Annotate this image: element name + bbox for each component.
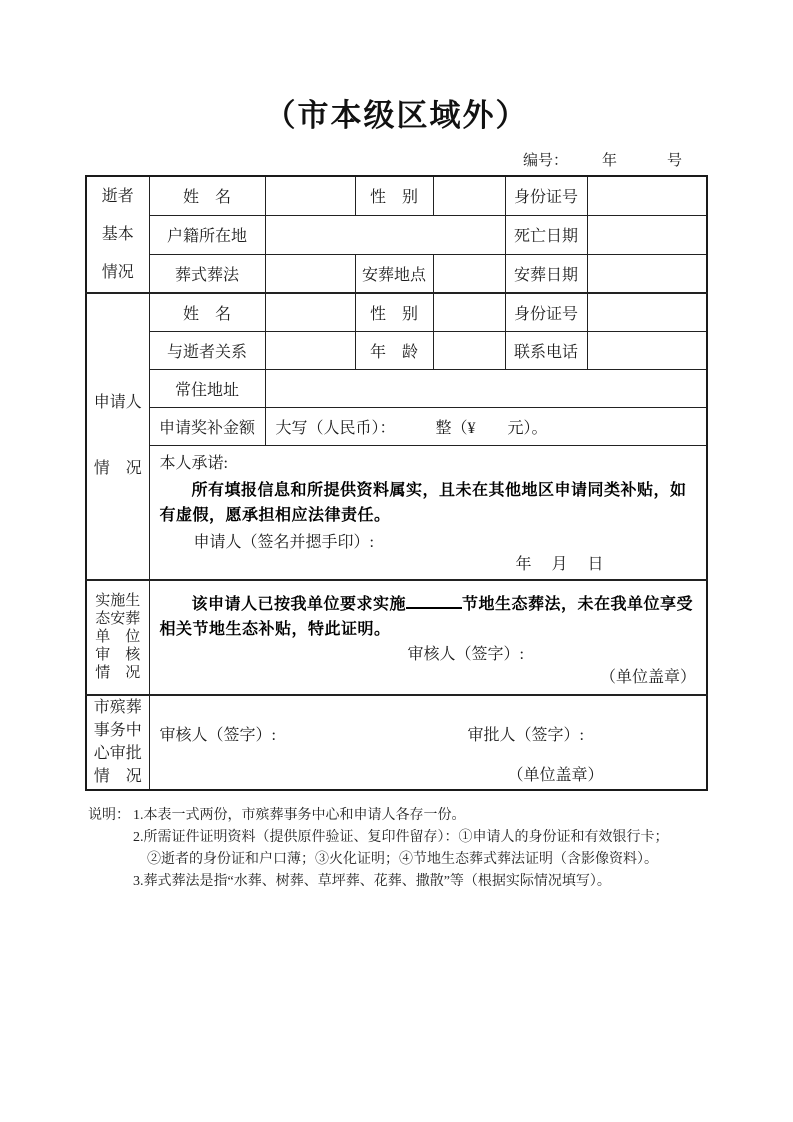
applicant-gender-label: 性 别 [355, 293, 433, 331]
applicant-commitment-cell [149, 445, 707, 580]
applicant-age-input[interactable] [433, 331, 505, 369]
applicant-amount-label: 申请奖补金额 [149, 407, 265, 445]
commitment-date-line[interactable]: 年 月 日 [515, 555, 606, 573]
application-form-table [85, 175, 708, 791]
section-label-deceased: 逝者 基本 情况 [86, 176, 149, 293]
center-seal-label: （单位盖章） [507, 766, 604, 784]
deceased-id-label: 身份证号 [505, 176, 587, 215]
applicant-address-label: 常住地址 [149, 369, 265, 407]
commitment-body: 所有填报信息和所提供资料属实，且未在其他地区申请同类补贴，如有虚假，愿承担相应法律责任。 [159, 481, 687, 524]
unit-review-statement: 该申请人已按我单位要求实施 节地生态葬法，未在我单位享受相关节地生态补贴，特此证明。 [159, 596, 694, 638]
form-notes [88, 805, 728, 893]
applicant-name-input[interactable] [265, 293, 355, 331]
section-label-applicant: 申请人 情 况 [86, 293, 149, 580]
applicant-relation-input[interactable] [265, 331, 355, 369]
note-item-3: 3.葬式葬法是指“水葬、树葬、草坪葬、花葬、撒散”等（根据实际情况填写）。 [133, 873, 611, 889]
number-suffix-label: 号 [666, 153, 682, 169]
section-label-unit-review: 实施生 态安葬 单 位 审 核 情 况 [86, 580, 149, 695]
applicant-id-label: 身份证号 [505, 293, 587, 331]
unit-reviewer-signature-label[interactable]: 审核人（签字）: [407, 646, 524, 663]
applicant-relation-label: 与逝者关系 [149, 331, 265, 369]
burial-method-blank-field[interactable] [406, 595, 462, 609]
number-label: 编号： [522, 153, 568, 169]
deceased-residence-label: 户籍所在地 [149, 215, 265, 254]
applicant-signature-label[interactable]: 申请人（签名并摁手印）: [193, 533, 374, 551]
unit-seal-label: （单位盖章） [599, 669, 696, 686]
deceased-burial-place-input[interactable] [433, 254, 505, 293]
deceased-residence-input[interactable] [265, 215, 505, 254]
page-title: （市本级区域外） [264, 98, 529, 133]
deceased-id-input[interactable] [587, 176, 707, 215]
note-item-1: 1.本表一式两份，市殡葬事务中心和申请人各存一份。 [133, 807, 466, 823]
notes-prefix: 说明： [88, 807, 130, 823]
form-number-line [86, 149, 706, 170]
commitment-intro: 本人承诺: [159, 454, 228, 472]
deceased-burial-date-input[interactable] [587, 254, 707, 293]
note-item-2-continued: ②逝者的身份证和户口薄；③火化证明；④节地生态葬式葬法证明（含影像资料）。 [147, 851, 658, 867]
deceased-name-input[interactable] [265, 176, 355, 215]
center-review-cell [149, 695, 707, 790]
deceased-death-date-input[interactable] [587, 215, 707, 254]
deceased-gender-label: 性 别 [355, 176, 433, 215]
applicant-id-input[interactable] [587, 293, 707, 331]
applicant-phone-label: 联系电话 [505, 331, 587, 369]
deceased-name-label: 姓 名 [149, 176, 265, 215]
applicant-gender-input[interactable] [433, 293, 505, 331]
center-reviewer-signature-label[interactable]: 审核人（签字）: [159, 726, 276, 744]
applicant-amount-input[interactable]: 大写（人民币）： 整（¥ 元）。 [265, 407, 707, 445]
deceased-death-date-label: 死亡日期 [505, 215, 587, 254]
applicant-age-label: 年 龄 [355, 331, 433, 369]
deceased-burial-date-label: 安葬日期 [505, 254, 587, 293]
unit-review-cell [149, 580, 707, 695]
section-label-center-review: 市殡葬 事务中 心审批 情 况 [86, 695, 149, 790]
note-item-2: 2.所需证件证明资料（提供原件验证、复印件留存）：①申请人的身份证和有效银行卡； [133, 829, 669, 845]
deceased-gender-input[interactable] [433, 176, 505, 215]
deceased-burial-method-input[interactable] [265, 254, 355, 293]
deceased-burial-place-label: 安葬地点 [355, 254, 433, 293]
applicant-address-input[interactable] [265, 369, 707, 407]
deceased-burial-method-label: 葬式葬法 [149, 254, 265, 293]
number-year-label: 年 [601, 153, 617, 169]
applicant-phone-input[interactable] [587, 331, 707, 369]
applicant-name-label: 姓 名 [149, 293, 265, 331]
center-approver-signature-label[interactable]: 审批人（签字）: [467, 726, 584, 744]
